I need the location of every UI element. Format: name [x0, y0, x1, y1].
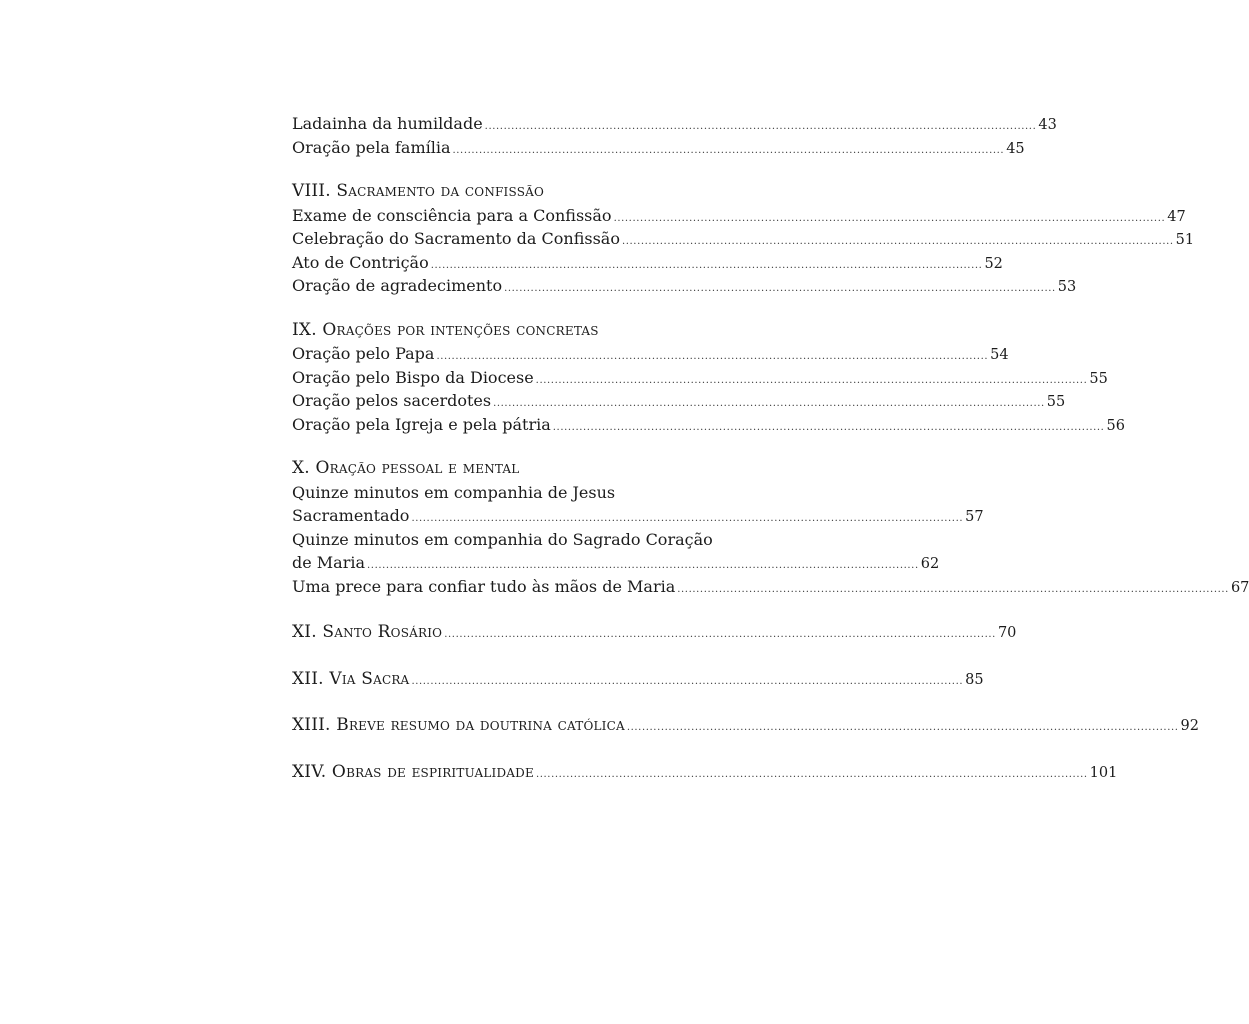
- toc-entry: [292, 389, 1066, 413]
- spacer: [292, 159, 730, 180]
- entry-title: Oração pelos sacerdotes: [292, 391, 492, 410]
- entry-page: 70: [997, 625, 1017, 641]
- section-entry: [292, 714, 1199, 738]
- entry-page: 51: [1175, 232, 1195, 248]
- entry-title: Oração de agradecimento: [292, 276, 503, 295]
- section-heading: XI. Santo Rosário: [292, 622, 443, 642]
- toc-entry: [292, 274, 1077, 298]
- entry-page: 67: [1230, 579, 1249, 596]
- entry-title: Ladainha da humildade: [292, 114, 483, 133]
- dot-leader: ..................................................................................................................................................: [677, 583, 1229, 595]
- toc-entry: [292, 366, 1108, 390]
- dot-leader: ..................................................................................................................................................: [552, 421, 1105, 433]
- spacer: [292, 691, 730, 714]
- toc-entry: [292, 251, 1003, 275]
- entry-title: Sacramentado: [292, 506, 410, 525]
- dot-leader: ..................................................................................................................................................: [444, 629, 996, 640]
- dot-leader: ..................................................................................................................................................: [613, 212, 1166, 224]
- entry-title: de Maria: [292, 553, 366, 572]
- entry-page: 85: [965, 671, 984, 688]
- entry-page: 92: [1180, 718, 1199, 734]
- entry-title: Ato de Contrição: [292, 252, 429, 272]
- dot-leader: ..................................................................................................................................................: [411, 675, 964, 687]
- entry-title: Uma prece para confiar tudo às mãos de Maria: [292, 576, 676, 596]
- toc-entry: [292, 136, 1025, 160]
- entry-page: 101: [1089, 764, 1118, 781]
- entry-page: 57: [965, 509, 984, 525]
- entry-page: 45: [1006, 140, 1025, 157]
- dot-leader: ..................................................................................................................................................: [493, 398, 1045, 409]
- spacer: [292, 298, 730, 319]
- toc-entry: [292, 112, 1057, 136]
- entry-title: Oração pelo Papa: [292, 344, 435, 363]
- entry-page: 53: [1057, 279, 1077, 295]
- dot-leader: ..................................................................................................................................................: [452, 144, 1005, 156]
- toc-entry: [292, 342, 1009, 366]
- entry-page: 55: [1089, 370, 1108, 387]
- dot-leader: ..................................................................................................................................................: [367, 560, 919, 571]
- section-heading: X. Oração pessoal e mental: [292, 458, 520, 478]
- dot-leader: ..................................................................................................................................................: [535, 768, 1088, 780]
- entry-title-line: Quinze minutos em companhia do Sagrado Coração: [292, 529, 713, 549]
- entry-title-line: Quinze minutos em companhia de Jesus: [292, 482, 616, 502]
- dot-leader: ..................................................................................................................................................: [484, 121, 1037, 132]
- section-entry: [292, 668, 984, 692]
- dot-leader: ..................................................................................................................................................: [626, 722, 1179, 733]
- section-heading: VIII. Sacramento da confissão: [292, 181, 545, 201]
- table-of-contents: [292, 112, 1249, 784]
- section-heading: XII. Via Sacra: [292, 668, 410, 689]
- dot-leader: ..................................................................................................................................................: [621, 236, 1174, 247]
- toc-entry: [292, 413, 1125, 437]
- section-heading: XIV. Obras de espiritualidade: [292, 761, 534, 782]
- dot-leader: ..................................................................................................................................................: [504, 283, 1056, 294]
- section-entry: [292, 621, 1017, 645]
- entry-title: Oração pela Igreja e pela pátria: [292, 414, 551, 434]
- toc-entry: [292, 227, 1195, 251]
- entry-page: 62: [920, 556, 940, 572]
- dot-leader: ..................................................................................................................................................: [436, 351, 989, 362]
- dot-leader: ..................................................................................................................................................: [430, 259, 983, 271]
- toc-entry: [292, 551, 940, 575]
- toc-entry: [292, 575, 1249, 599]
- toc-entry: [292, 504, 984, 528]
- entry-page: 54: [990, 347, 1009, 363]
- entry-title: Exame de consciência para a Confissão: [292, 205, 612, 225]
- entry-page: 52: [984, 255, 1003, 272]
- spacer: [292, 436, 730, 457]
- section-heading: IX. Orações por intenções concretas: [292, 319, 599, 340]
- dot-leader: ..................................................................................................................................................: [535, 374, 1088, 386]
- entry-title: Oração pela família: [292, 137, 451, 157]
- entry-page: 55: [1046, 394, 1066, 410]
- entry-page: 43: [1038, 117, 1057, 133]
- entry-title: Celebração do Sacramento da Confissão: [292, 229, 620, 248]
- entry-title: Oração pelo Bispo da Diocese: [292, 367, 534, 387]
- spacer: [292, 645, 730, 668]
- section-heading: XIII. Breve resumo da doutrina católica: [292, 715, 625, 735]
- entry-page: 47: [1167, 208, 1186, 225]
- spacer: [292, 598, 730, 621]
- toc-entry: [292, 204, 1186, 228]
- section-entry: [292, 761, 1118, 785]
- spacer: [292, 738, 730, 761]
- dot-leader: ..................................................................................................................................................: [411, 513, 964, 524]
- entry-page: 56: [1106, 417, 1125, 434]
